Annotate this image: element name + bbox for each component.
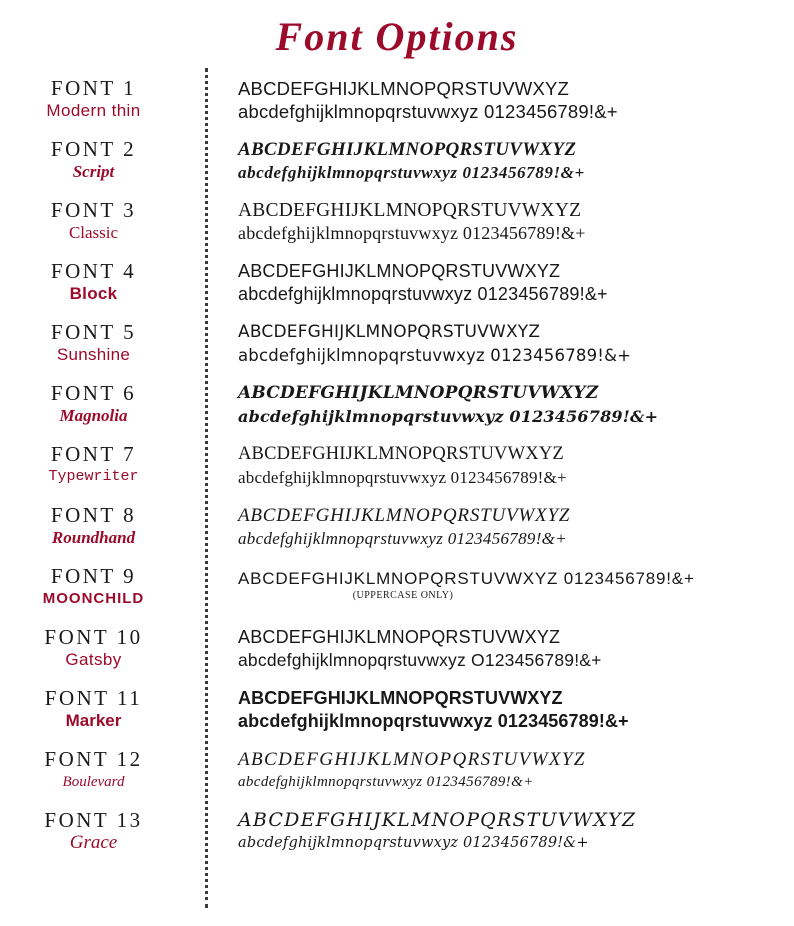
font-label — [0, 76, 205, 122]
font-number: FONT 12 — [44, 747, 143, 771]
font-name: Script — [72, 162, 115, 181]
sample-lowercase: abcdefghijklmnopqrstuvwxyz 0123456789!&+ — [238, 284, 608, 304]
sample-lowercase: abcdefghijklmnopqrstuvwxyz 0123456789!&+ — [238, 529, 567, 548]
sample-uppercase: ABCDEFGHIJKLMNOPQRSTUVWXYZ — [238, 322, 541, 342]
font-name: Classic — [68, 223, 119, 242]
font-label — [0, 442, 205, 488]
sample-uppercase: ABCDEFGHIJKLMNOPQRSTUVWXYZ — [238, 505, 571, 526]
sample-lowercase: abcdefghijklmnopqrstuvwxyz 0123456789!&+ — [238, 101, 618, 122]
list-item — [0, 137, 794, 198]
font-sample — [205, 137, 794, 184]
font-name: Typewriter — [48, 468, 139, 485]
sample-lowercase: abcdefghijklmnopqrstuvwxyz 0123456789!&+ — [238, 774, 534, 790]
font-name: Modern thin — [46, 101, 141, 120]
font-name: Roundhand — [51, 528, 136, 547]
font-sample — [205, 76, 794, 123]
font-sample — [205, 625, 794, 672]
sample-uppercase: ABCDEFGHIJKLMNOPQRSTUVWXYZ — [238, 383, 599, 403]
list-item — [0, 381, 794, 442]
sample-note: (UPPERCASE ONLY) — [352, 590, 454, 601]
font-label — [0, 686, 205, 732]
font-sample — [205, 564, 794, 601]
font-number: FONT 7 — [50, 442, 137, 466]
sample-lowercase: abcdefghijklmnopqrstuvwxyz 0123456789!&+ — [238, 163, 585, 182]
sample-uppercase: ABCDEFGHIJKLMNOPQRSTUVWXYZ — [238, 261, 561, 281]
font-name: Boulevard — [62, 774, 125, 790]
font-label — [0, 625, 205, 671]
sample-uppercase: ABCDEFGHIJKLMNOPQRSTUVWXYZ — [238, 78, 570, 99]
font-number: FONT 10 — [44, 625, 143, 649]
font-label — [0, 564, 205, 610]
font-name: Grace — [69, 832, 118, 853]
sample-uppercase: ABCDEFGHIJKLMNOPQRSTUVWXYZ — [238, 809, 637, 831]
sample-lowercase: abcdefghijklmnopqrstuvwxyz 0123456789!&+ — [238, 835, 589, 851]
font-number: FONT 5 — [50, 320, 137, 344]
font-number: FONT 13 — [44, 808, 143, 832]
font-label — [0, 137, 205, 183]
page-title: Font Options — [275, 14, 519, 59]
list-item — [0, 259, 794, 320]
list-item — [0, 747, 794, 808]
font-name: Magnolia — [59, 406, 128, 425]
font-sample — [205, 442, 794, 489]
font-number: FONT 8 — [50, 503, 137, 527]
sample-lowercase: abcdefghijklmnopqrstuvwxyz 0123456789!&+ — [238, 711, 629, 731]
list-item — [0, 625, 794, 686]
font-label — [0, 747, 205, 793]
list-item — [0, 503, 794, 564]
sample-uppercase: ABCDEFGHIJKLMNOPQRSTUVWXYZ — [238, 627, 561, 647]
font-sample — [205, 198, 794, 245]
sample-uppercase: ABCDEFGHIJKLMNOPQRSTUVWXYZ — [238, 139, 577, 160]
list-item — [0, 808, 794, 869]
sample-lowercase: abcdefghijklmnopqrstuvwxyz O123456789!&+ — [238, 650, 602, 670]
font-number: FONT 3 — [50, 198, 137, 222]
font-number: FONT 9 — [50, 564, 137, 588]
font-sample — [205, 320, 794, 367]
font-label — [0, 198, 205, 244]
font-number: FONT 2 — [50, 137, 137, 161]
list-item — [0, 442, 794, 503]
font-label — [0, 381, 205, 427]
font-label — [0, 259, 205, 305]
font-list — [0, 68, 794, 869]
font-sample — [205, 381, 794, 428]
list-item — [0, 564, 794, 625]
sample-lowercase: abcdefghijklmnopqrstuvwxyz 0123456789!&+ — [238, 468, 567, 487]
list-item — [0, 686, 794, 747]
font-name: Marker — [65, 711, 122, 730]
font-number: FONT 1 — [50, 76, 137, 100]
font-sample — [205, 259, 794, 306]
font-label — [0, 808, 205, 854]
font-number: FONT 11 — [44, 686, 143, 710]
sample-lowercase: abcdefghijklmnopqrstuvwxyz 0123456789!&+ — [238, 223, 586, 243]
list-item — [0, 198, 794, 259]
font-sample — [205, 686, 794, 733]
font-sample — [205, 503, 794, 550]
font-label — [0, 320, 205, 366]
sample-uppercase: ABCDEFGHIJKLMNOPQRSTUVWXYZ — [238, 444, 564, 464]
list-item — [0, 320, 794, 381]
font-name: Sunshine — [56, 345, 131, 364]
sample-uppercase: ABCDEFGHIJKLMNOPQRSTUVWXYZ — [238, 688, 563, 708]
font-sample — [205, 808, 794, 855]
sample-lowercase: abcdefghijklmnopqrstuvwxyz 0123456789!&+ — [238, 346, 632, 365]
font-name: MOONCHILD — [42, 590, 145, 607]
sample-uppercase: ABCDEFGHIJKLMNOPQRSTUVWXYZ — [238, 749, 586, 770]
font-number: FONT 6 — [50, 381, 137, 405]
font-name: Block — [69, 284, 118, 303]
font-number: FONT 4 — [50, 259, 137, 283]
sample-uppercase: ABCDEFGHIJKLMNOPQRSTUVWXYZ 0123456789!&+ — [238, 569, 695, 588]
list-item — [0, 76, 794, 137]
font-name: Gatsby — [65, 650, 122, 669]
font-label — [0, 503, 205, 549]
sample-uppercase: ABCDEFGHIJKLMNOPQRSTUVWXYZ — [238, 200, 582, 221]
sample-lowercase: abcdefghijklmnopqrstuvwxyz 0123456789!&+ — [238, 407, 659, 426]
font-sample — [205, 747, 794, 794]
